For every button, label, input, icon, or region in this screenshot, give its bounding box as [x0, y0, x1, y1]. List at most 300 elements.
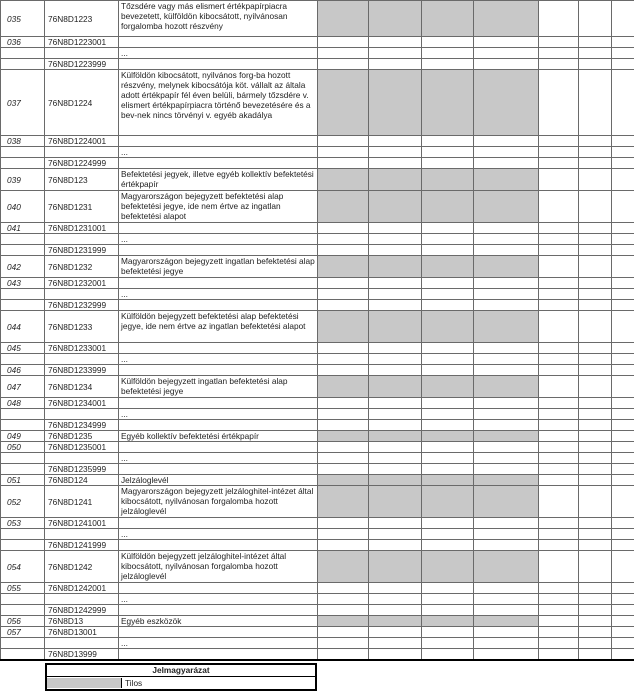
- value-cell: [612, 59, 634, 70]
- value-cell: [612, 70, 634, 136]
- row-number: 057: [1, 627, 45, 638]
- value-cell: [539, 278, 579, 289]
- value-cell: [474, 343, 539, 354]
- table-row: [1, 376, 634, 398]
- value-cell: [579, 70, 612, 136]
- value-cell: [612, 223, 634, 234]
- table-row: [1, 431, 634, 442]
- value-cell: [612, 48, 634, 59]
- value-cell: [539, 649, 579, 661]
- value-cell: [579, 354, 612, 365]
- row-code: [45, 289, 119, 300]
- value-cell: [422, 311, 474, 343]
- value-cell: [612, 147, 634, 158]
- row-number: 053: [1, 518, 45, 529]
- table-row: [1, 649, 634, 661]
- value-cell: [369, 420, 422, 431]
- row-description: [119, 343, 318, 354]
- row-code: 76N8D1234001: [45, 398, 119, 409]
- value-cell: [422, 605, 474, 616]
- value-cell: [474, 486, 539, 518]
- value-cell: [539, 638, 579, 649]
- row-description: [119, 37, 318, 48]
- value-cell: [474, 551, 539, 583]
- table-row: [1, 354, 634, 365]
- table-row: [1, 223, 634, 234]
- row-description: ...: [119, 529, 318, 540]
- value-cell: [422, 245, 474, 256]
- value-cell: [422, 475, 474, 486]
- table-row: [1, 638, 634, 649]
- value-cell: [369, 605, 422, 616]
- row-number: [1, 594, 45, 605]
- table-row: [1, 158, 634, 169]
- value-cell: [612, 529, 634, 540]
- value-cell: [422, 158, 474, 169]
- value-cell: [579, 529, 612, 540]
- value-cell: [369, 70, 422, 136]
- value-cell: [612, 464, 634, 475]
- legend-label: Tilos: [125, 678, 143, 688]
- value-cell: [539, 158, 579, 169]
- value-cell: [579, 234, 612, 245]
- row-description: Jelzáloglevél: [119, 475, 318, 486]
- value-cell: [422, 594, 474, 605]
- row-number: [1, 605, 45, 616]
- value-cell: [579, 594, 612, 605]
- value-cell: [539, 551, 579, 583]
- value-cell: [369, 1, 422, 37]
- row-code: 76N8D1241999: [45, 540, 119, 551]
- row-description: Magyarországon bejegyzett jelzáloghitel-intézet által kibocsátott, nyilvánosan forgalomba hozott jelzáloglevél: [119, 486, 318, 518]
- value-cell: [612, 1, 634, 37]
- row-description: Magyarországon bejegyzett ingatlan befektetési alap befektetési jegye: [119, 256, 318, 278]
- value-cell: [612, 300, 634, 311]
- value-cell: [318, 605, 369, 616]
- row-description: Befektetési jegyek, illetve egyéb kollektív befektetési értékpapír: [119, 169, 318, 191]
- value-cell: [369, 540, 422, 551]
- value-cell: [474, 605, 539, 616]
- row-description: Egyéb eszközök: [119, 616, 318, 627]
- table-row: [1, 278, 634, 289]
- value-cell: [474, 48, 539, 59]
- row-number: [1, 464, 45, 475]
- value-cell: [539, 223, 579, 234]
- value-cell: [422, 223, 474, 234]
- value-cell: [474, 70, 539, 136]
- value-cell: [318, 551, 369, 583]
- value-cell: [318, 245, 369, 256]
- value-cell: [369, 649, 422, 661]
- value-cell: [474, 136, 539, 147]
- value-cell: [474, 518, 539, 529]
- row-description: [119, 627, 318, 638]
- value-cell: [612, 431, 634, 442]
- value-cell: [318, 453, 369, 464]
- row-number: 039: [1, 169, 45, 191]
- row-number: 055: [1, 583, 45, 594]
- row-description: Külföldön bejegyzett befektetési alap befektetési jegye, ide nem értve az ingatlan befektetési alapot: [119, 311, 318, 343]
- row-code: [45, 354, 119, 365]
- value-cell: [579, 1, 612, 37]
- row-code: 76N8D1231: [45, 191, 119, 223]
- value-cell: [612, 442, 634, 453]
- row-code: 76N8D1242001: [45, 583, 119, 594]
- value-cell: [474, 256, 539, 278]
- value-cell: [422, 453, 474, 464]
- value-cell: [579, 453, 612, 464]
- value-cell: [422, 1, 474, 37]
- value-cell: [539, 431, 579, 442]
- legend-row: [47, 677, 315, 689]
- row-number: [1, 540, 45, 551]
- value-cell: [318, 59, 369, 70]
- value-cell: [539, 256, 579, 278]
- row-description: [119, 583, 318, 594]
- value-cell: [579, 147, 612, 158]
- value-cell: [369, 616, 422, 627]
- value-cell: [612, 365, 634, 376]
- value-cell: [579, 486, 612, 518]
- value-cell: [422, 540, 474, 551]
- value-cell: [612, 638, 634, 649]
- row-code: 76N8D123: [45, 169, 119, 191]
- value-cell: [539, 464, 579, 475]
- row-description: [119, 420, 318, 431]
- value-cell: [474, 158, 539, 169]
- value-cell: [369, 191, 422, 223]
- row-number: 051: [1, 475, 45, 486]
- row-number: 040: [1, 191, 45, 223]
- value-cell: [422, 48, 474, 59]
- value-cell: [474, 453, 539, 464]
- value-cell: [474, 37, 539, 48]
- table-row: [1, 289, 634, 300]
- row-number: 035: [1, 1, 45, 37]
- value-cell: [579, 136, 612, 147]
- value-cell: [539, 136, 579, 147]
- row-number: [1, 158, 45, 169]
- value-cell: [369, 136, 422, 147]
- value-cell: [369, 234, 422, 245]
- row-description: Külföldön bejegyzett jelzáloghitel-intézet által kibocsátott, nyilvánosan forgalomba hozott jelzáloglevél: [119, 551, 318, 583]
- value-cell: [539, 616, 579, 627]
- value-cell: [612, 486, 634, 518]
- value-cell: [422, 147, 474, 158]
- value-cell: [612, 136, 634, 147]
- value-cell: [318, 169, 369, 191]
- row-code: 76N8D1235: [45, 431, 119, 442]
- value-cell: [318, 289, 369, 300]
- value-cell: [369, 354, 422, 365]
- table-row: [1, 605, 634, 616]
- row-number: 052: [1, 486, 45, 518]
- row-number: [1, 59, 45, 70]
- row-number: [1, 147, 45, 158]
- row-number: 049: [1, 431, 45, 442]
- row-number: 036: [1, 37, 45, 48]
- table-row: [1, 365, 634, 376]
- value-cell: [539, 365, 579, 376]
- value-cell: [318, 1, 369, 37]
- row-number: 037: [1, 70, 45, 136]
- value-cell: [579, 278, 612, 289]
- value-cell: [579, 605, 612, 616]
- value-cell: [318, 409, 369, 420]
- value-cell: [474, 191, 539, 223]
- table-row: [1, 245, 634, 256]
- value-cell: [422, 300, 474, 311]
- value-cell: [318, 343, 369, 354]
- value-cell: [318, 398, 369, 409]
- value-cell: [422, 627, 474, 638]
- table-row: [1, 486, 634, 518]
- value-cell: [579, 649, 612, 661]
- value-cell: [539, 594, 579, 605]
- value-cell: [579, 37, 612, 48]
- value-cell: [474, 540, 539, 551]
- value-cell: [612, 191, 634, 223]
- table-row: [1, 70, 634, 136]
- value-cell: [369, 486, 422, 518]
- value-cell: [579, 409, 612, 420]
- row-code: 76N8D13999: [45, 649, 119, 661]
- value-cell: [474, 311, 539, 343]
- row-description: [119, 518, 318, 529]
- value-cell: [474, 594, 539, 605]
- row-code: 76N8D1232001: [45, 278, 119, 289]
- value-cell: [539, 169, 579, 191]
- value-cell: [612, 409, 634, 420]
- table-row: [1, 627, 634, 638]
- value-cell: [539, 59, 579, 70]
- value-cell: [539, 420, 579, 431]
- value-cell: [612, 540, 634, 551]
- row-code: 76N8D1233001: [45, 343, 119, 354]
- value-cell: [612, 245, 634, 256]
- value-cell: [422, 59, 474, 70]
- value-cell: [318, 37, 369, 48]
- row-code: 76N8D124: [45, 475, 119, 486]
- value-cell: [318, 70, 369, 136]
- value-cell: [422, 70, 474, 136]
- value-cell: [539, 343, 579, 354]
- value-cell: [318, 376, 369, 398]
- row-description: [119, 649, 318, 661]
- row-code: [45, 594, 119, 605]
- value-cell: [539, 289, 579, 300]
- value-cell: [318, 486, 369, 518]
- value-cell: [579, 169, 612, 191]
- value-cell: [422, 365, 474, 376]
- row-description: [119, 464, 318, 475]
- value-cell: [539, 234, 579, 245]
- value-cell: [318, 431, 369, 442]
- value-cell: [612, 551, 634, 583]
- row-description: ...: [119, 147, 318, 158]
- value-cell: [474, 289, 539, 300]
- table-row: [1, 583, 634, 594]
- value-cell: [539, 376, 579, 398]
- value-cell: [474, 376, 539, 398]
- value-cell: [474, 649, 539, 661]
- row-number: 050: [1, 442, 45, 453]
- value-cell: [612, 343, 634, 354]
- value-cell: [539, 1, 579, 37]
- table-row: [1, 191, 634, 223]
- value-cell: [422, 234, 474, 245]
- row-code: [45, 638, 119, 649]
- value-cell: [318, 300, 369, 311]
- value-cell: [369, 551, 422, 583]
- value-cell: [369, 442, 422, 453]
- value-cell: [612, 256, 634, 278]
- table-row: [1, 256, 634, 278]
- value-cell: [612, 475, 634, 486]
- value-cell: [422, 256, 474, 278]
- row-code: 76N8D1232: [45, 256, 119, 278]
- value-cell: [612, 420, 634, 431]
- row-code: [45, 147, 119, 158]
- value-cell: [612, 289, 634, 300]
- value-cell: [579, 59, 612, 70]
- row-code: 76N8D1234999: [45, 420, 119, 431]
- value-cell: [579, 289, 612, 300]
- value-cell: [474, 627, 539, 638]
- row-number: 044: [1, 311, 45, 343]
- value-cell: [318, 442, 369, 453]
- table-row: [1, 475, 634, 486]
- value-cell: [612, 158, 634, 169]
- value-cell: [539, 529, 579, 540]
- value-cell: [422, 278, 474, 289]
- table-row: [1, 551, 634, 583]
- row-code: 76N8D1223: [45, 1, 119, 37]
- row-code: 76N8D1242: [45, 551, 119, 583]
- row-code: 76N8D1241001: [45, 518, 119, 529]
- value-cell: [369, 59, 422, 70]
- value-cell: [579, 518, 612, 529]
- row-description: ...: [119, 409, 318, 420]
- row-number: [1, 48, 45, 59]
- row-description: Külföldön kibocsátott, nyilvános forg-ba hozott részvény, melynek kibocsátója köt. vállalt az általa adott értékpapír fél éven belüli, bármely tőzsdére v. elismert értékpapírpiacra történő bevezetésére és a bev-nek nincs törvényi v. egyéb akadálya: [119, 70, 318, 136]
- value-cell: [318, 540, 369, 551]
- value-cell: [474, 169, 539, 191]
- value-cell: [474, 354, 539, 365]
- row-code: [45, 453, 119, 464]
- row-description: ...: [119, 234, 318, 245]
- row-code: 76N8D1224: [45, 70, 119, 136]
- value-cell: [318, 594, 369, 605]
- value-cell: [474, 475, 539, 486]
- row-description: ...: [119, 594, 318, 605]
- value-cell: [579, 158, 612, 169]
- value-cell: [318, 649, 369, 661]
- table-row: [1, 594, 634, 605]
- value-cell: [579, 616, 612, 627]
- row-number: [1, 289, 45, 300]
- value-cell: [612, 583, 634, 594]
- value-cell: [318, 158, 369, 169]
- row-code: [45, 48, 119, 59]
- value-cell: [474, 638, 539, 649]
- value-cell: [422, 191, 474, 223]
- value-cell: [422, 420, 474, 431]
- row-code: 76N8D1231001: [45, 223, 119, 234]
- row-number: [1, 234, 45, 245]
- legend: [45, 663, 317, 691]
- value-cell: [369, 453, 422, 464]
- value-cell: [539, 605, 579, 616]
- value-cell: [318, 136, 369, 147]
- value-cell: [474, 431, 539, 442]
- value-cell: [474, 365, 539, 376]
- value-cell: [579, 245, 612, 256]
- value-cell: [579, 48, 612, 59]
- value-cell: [318, 365, 369, 376]
- value-cell: [422, 37, 474, 48]
- value-cell: [318, 475, 369, 486]
- row-code: 76N8D1233999: [45, 365, 119, 376]
- table-row: [1, 409, 634, 420]
- value-cell: [474, 616, 539, 627]
- value-cell: [579, 464, 612, 475]
- row-number: [1, 649, 45, 661]
- table-row: [1, 37, 634, 48]
- value-cell: [539, 409, 579, 420]
- row-code: 76N8D1232999: [45, 300, 119, 311]
- value-cell: [422, 649, 474, 661]
- value-cell: [539, 245, 579, 256]
- value-cell: [539, 48, 579, 59]
- row-description: [119, 300, 318, 311]
- value-cell: [612, 398, 634, 409]
- value-cell: [422, 518, 474, 529]
- value-cell: [579, 311, 612, 343]
- value-cell: [318, 311, 369, 343]
- value-cell: [369, 518, 422, 529]
- row-code: 76N8D1224999: [45, 158, 119, 169]
- value-cell: [369, 409, 422, 420]
- row-code: 76N8D1223001: [45, 37, 119, 48]
- row-code: 76N8D1223999: [45, 59, 119, 70]
- value-cell: [579, 475, 612, 486]
- value-cell: [369, 256, 422, 278]
- row-code: 76N8D1234: [45, 376, 119, 398]
- value-cell: [422, 398, 474, 409]
- value-cell: [369, 431, 422, 442]
- table-row: [1, 616, 634, 627]
- value-cell: [422, 136, 474, 147]
- value-cell: [612, 354, 634, 365]
- row-number: 054: [1, 551, 45, 583]
- value-cell: [474, 529, 539, 540]
- row-description: [119, 245, 318, 256]
- value-cell: [422, 551, 474, 583]
- table-row: [1, 147, 634, 158]
- value-cell: [539, 627, 579, 638]
- row-number: [1, 354, 45, 365]
- value-cell: [474, 409, 539, 420]
- row-description: [119, 59, 318, 70]
- row-number: [1, 420, 45, 431]
- value-cell: [318, 234, 369, 245]
- value-cell: [579, 431, 612, 442]
- value-cell: [474, 59, 539, 70]
- value-cell: [369, 169, 422, 191]
- row-number: [1, 245, 45, 256]
- row-description: Egyéb kollektív befektetési értékpapír: [119, 431, 318, 442]
